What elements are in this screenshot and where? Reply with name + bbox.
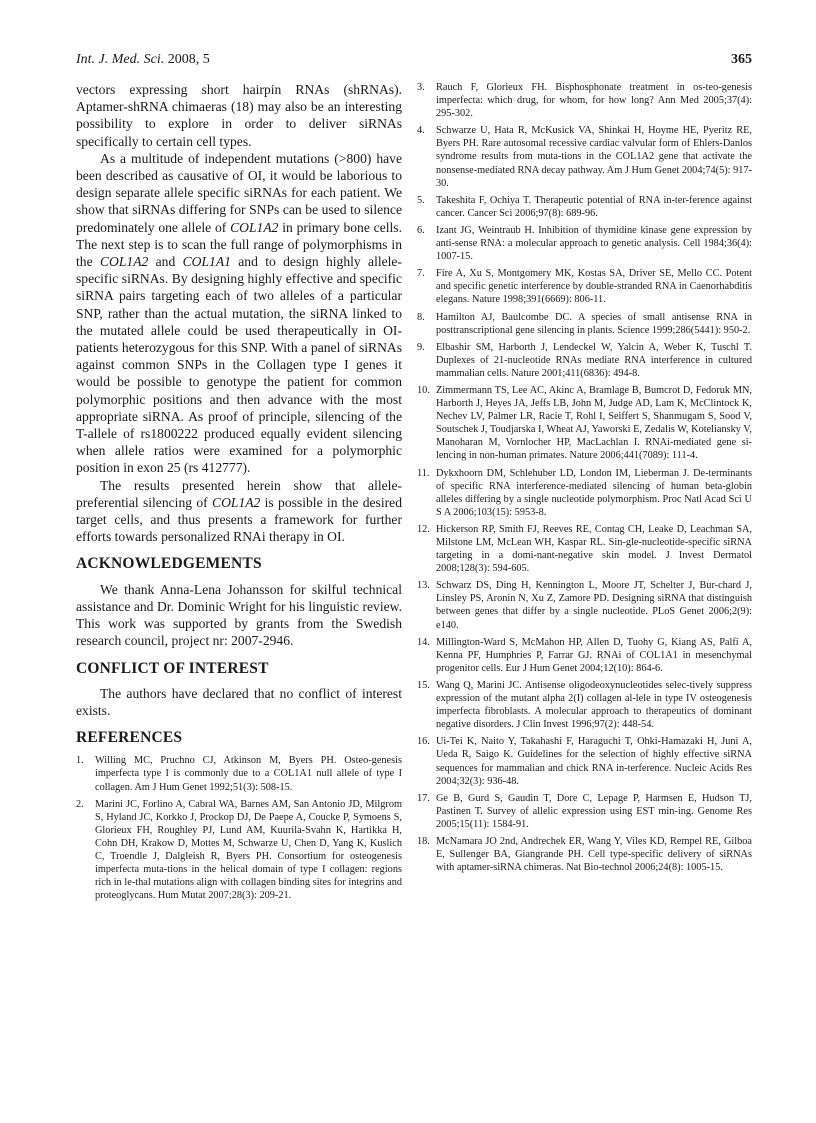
- reference-text: Schwarz DS, Ding H, Kennington L, Moore JT, Schelter J, Bur-chard J, Linsley PS, Aronin N, Xu Z, Zamore PD. Designing siRNA that distinguish between genes that differ by a single nucleotide. PLoS Genet 2006;2(9): e140.: [436, 580, 752, 631]
- right-column: [417, 81, 752, 878]
- text-run: As a multitude of independent mutations (>800) have been described as causative of OI, it would be laborious to design separate allele specific siRNAs for each patient. We show that siRNAs differing for SNPs can be used to silence predominately one allele of: [76, 150, 402, 235]
- reference-text: Hickerson RP, Smith FJ, Reeves RE, Contag CH, Leake D, Leachman SA, Milstone LM, McLean WH, Kaspar RL. Sin-gle-nucleotide-specific siRNA targeting in a domi-nant-negative skin model. J Invest Dermatol 2008;128(3): 594-605.: [436, 523, 752, 575]
- reference-item: [417, 341, 752, 380]
- reference-text: McNamara JO 2nd, Andrechek ER, Wang Y, Viles KD, Rempel RE, Gilboa E, Sullenger BA, Giangrande PH. Cell type-specific delivery of siRNAs with aptamer-siRNA chimeras. Nat Bio-technol 2006;24(8): 1005-15.: [436, 835, 752, 874]
- reference-number: 8.: [417, 311, 425, 323]
- reference-number: 2.: [76, 798, 84, 810]
- running-header: [76, 52, 752, 72]
- reference-number: 14.: [417, 636, 430, 648]
- reference-list-left: [76, 754, 402, 902]
- reference-text: Rauch F, Glorieux FH. Bisphosphonate treatment in os-teo-genesis imperfecta: which drug, for whom, for how long? Ann Med 2005;37(4): 295-302.: [436, 82, 752, 120]
- reference-number: 6.: [417, 224, 425, 236]
- reference-number: 16.: [417, 736, 430, 748]
- body-paragraph-3: [76, 477, 402, 546]
- gene-name: COL1A2: [230, 219, 279, 235]
- reference-number: 18.: [417, 835, 430, 847]
- acknowledgements-text: We thank Anna-Lena Johansson for skilful technical assistance and Dr. Dominic Wright for his linguistic review. This work was supported by grants from the Swedish research council, project nr: 2007-2946.: [76, 581, 402, 649]
- page-number: 365: [731, 52, 752, 67]
- reference-text: Dykxhoorn DM, Schlehuber LD, London IM, Lieberman J. De-terminants of specific RNA interference-mediated silencing of human beta-globin alleles differing by a single nucleotide polymorphism. Proc Natl Acad Sci U S A 2006;103(15): 5953-8.: [436, 467, 752, 518]
- reference-item: [76, 798, 402, 903]
- reference-number: 11.: [417, 467, 430, 479]
- reference-number: 13.: [417, 580, 430, 592]
- reference-item: [417, 835, 752, 874]
- text-run: The results presented herein show that allele-preferential silencing of: [76, 477, 402, 510]
- body-paragraph-2: [76, 150, 402, 477]
- reference-text: Takeshita F, Ochiya T. Therapeutic potential of RNA in-ter-ference against cancer. Cancer Sci 2006;97(8): 689-96.: [436, 194, 752, 219]
- reference-text: Zimmermann TS, Lee AC, Akinc A, Bramlage B, Bumcrot D, Fedoruk MN, Harborth J, Heyes JA, Jeffs LB, John M, Judge AD, Lam K, McClintock K, Nechev LV, Palmer LR, Racie T, Rohl I, Seiffert S, Shanmugam S, Sood V, Soutschek J, Toudjarska I, Wheat AJ, Yaworski E, Zedalis W, Koteliansky V, Manoharan M, Vornlocher HP, MacLachlan I. RNAi-mediated gene si-lencing in non-human primates. Nature 2006;441(7089): 111-4.: [436, 384, 752, 462]
- reference-item: [417, 467, 752, 519]
- text-run: and: [148, 254, 183, 270]
- references-heading: REFERENCES: [76, 729, 183, 747]
- reference-item: [417, 636, 752, 675]
- journal-year-volume: 2008, 5: [164, 52, 210, 67]
- reference-item: [417, 384, 752, 463]
- reference-text: Izant JG, Weintraub H. Inhibition of thymidine kinase gene expression by anti-sense RNA: a molecular approach to genetic analysis. Cell 1984;36(4): 1007-15.: [436, 224, 752, 263]
- reference-item: [417, 267, 752, 306]
- reference-text: Wang Q, Marini JC. Antisense oligodeoxynucleotides selec-tively suppress expression of the mutant alpha 2(I) collagen al-lele in type IV osteogenesis imperfecta fibroblasts. A molecular approach to therapeutics of dominant negative disorders. J Clin Invest 1996;97(2): 448-54.: [436, 679, 752, 731]
- left-column: [76, 81, 402, 906]
- reference-item: [417, 579, 752, 631]
- reference-item: [417, 311, 752, 337]
- reference-text: Ui-Tei K, Naito Y, Takahashi F, Haraguchi T, Ohki-Hamazaki H, Juni A, Ueda R, Saigo K. Guidelines for the selection of highly effective siRNA sequences for mammalian and chick RNA in-terference. Nucleic Acids Res 2004;32(3): 936-48.: [436, 736, 752, 787]
- text-run: and to design highly allele-specific siRNAs. By designing highly effective and specific siRNA pairs targeting each of two alleles of a particular SNP, rather than the actual mutation, the siRNA linked to the mutated allele could be used therapeutically in OI-patients heterozygous for this SNP. With a panel of siRNAs against common SNPs in the Collagen type I genes it would be possible to genotype the patient for common polymorphic positions and then advance with the most appropriate siRNA. As proof of principle, silencing of the T-allele of rs1800222 produced equally evident silencing when allele ratios were examined for a polymorphic position in exon 25 (rs 412777).: [76, 254, 402, 476]
- reference-text: Ge B, Gurd S, Gaudin T, Dore C, Lepage P, Harmsen E, Hudson TJ, Pastinen T. Survey of allelic expression using EST min-ing. Genome Res 2005;15(11): 1584-91.: [436, 792, 752, 830]
- reference-number: 5.: [417, 194, 425, 206]
- reference-number: 17.: [417, 792, 430, 804]
- reference-number: 9.: [417, 341, 425, 353]
- reference-text: Willing MC, Pruchno CJ, Atkinson M, Byers PH. Osteo-genesis imperfecta type I is commonly due to a COL1A1 null allele of type I collagen. Am J Hum Genet 1992;51(3): 508-15.: [95, 755, 402, 793]
- text-run: in primary bone cells. The next step is to scan the full range of polymorphisms in the: [76, 219, 402, 270]
- journal-citation: [76, 52, 210, 68]
- reference-text: Millington-Ward S, McMahon HP, Allen D, Tuohy G, Kiang AS, Palfi A, Kenna PF, Humphries P, Farrar GJ. RNAi of COL1A1 in mesenchymal progenitor cells. Eur J Hum Genet 2004;12(10): 864-6.: [436, 636, 752, 674]
- reference-item: [417, 679, 752, 731]
- reference-item: [417, 81, 752, 120]
- reference-text: Elbashir SM, Harborth J, Lendeckel W, Yalcin A, Weber K, Tuschl T. Duplexes of 21-nucleotide RNAs mediate RNA interference in cultured mammalian cells. Nature 2001;411(6836): 494-8.: [436, 341, 752, 379]
- gene-name: COL1A2: [212, 494, 261, 510]
- acknowledgements-heading: ACKNOWLEDGEMENTS: [76, 555, 262, 573]
- reference-item: [417, 224, 752, 263]
- reference-item: [417, 194, 752, 220]
- reference-number: 12.: [417, 523, 430, 535]
- text-run: is possible in the desired target cells, and thus presents a framework for further efforts towards personalized RNAi therapy in OI.: [76, 494, 402, 545]
- reference-text: Marini JC, Forlino A, Cabral WA, Barnes AM, San Antonio JD, Milgrom S, Hyland JC, Korkko J, Prockop DJ, De Paepe A, Coucke P, Symoens S, Glorieux FH, Roughley PJ, Lund AM, Kuurila-Svahn K, Hartikka H, Cohn DH, Krakow D, Mottes M, Schwarze U, Chen D, Yang K, Kuslich C, Troendle J, Dalgleish R, Byers PH. Consortium for osteogenesis imperfecta muta-tions in the helical domain of type I collagen: regions rich in le-thal mutations align with collagen binding sites for integrins and proteoglycans. Hum Mutat 2007;28(3): 209-21.: [95, 798, 402, 902]
- reference-number: 7.: [417, 268, 425, 280]
- reference-number: 3.: [417, 82, 425, 93]
- reference-text: Hamilton AJ, Baulcombe DC. A species of small antisense RNA in posttranscriptional gene silencing in plants. Science 1999;286(5441): 950-2.: [436, 311, 752, 336]
- reference-item: [417, 124, 752, 189]
- reference-text: Schwarze U, Hata R, McKusick VA, Shinkai H, Hoyme HE, Pyeritz RE, Byers PH. Rare autosomal recessive cardiac valvular form of Ehlers-Danlos syndrome results from muta-tions in the COL1A2 gene that activate the nonsense-mediated RNA decay pathway. Am J Hum Genet 2004;74(5): 917-30.: [436, 125, 752, 189]
- reference-number: 1.: [76, 755, 84, 767]
- reference-text: Fire A, Xu S, Montgomery MK, Kostas SA, Driver SE, Mello CC. Potent and specific genetic interference by double-stranded RNA in Caenorhabditis elegans. Nature 1998;391(6669): 806-11.: [436, 268, 752, 306]
- reference-number: 10.: [417, 384, 430, 396]
- gene-name: COL1A2: [99, 254, 149, 270]
- gene-name: COL1A1: [182, 254, 231, 270]
- conflict-heading: CONFLICT OF INTEREST: [76, 659, 269, 677]
- reference-item: [417, 735, 752, 787]
- reference-number: 4.: [417, 125, 425, 137]
- reference-item: [417, 523, 752, 575]
- body-paragraph-1: vectors expressing short hairpin RNAs (shRNAs). Aptamer-shRNA chimaeras (18) may also be an interesting possibility to explore in order to deliver siRNAs specifically to certain cell types.: [76, 82, 402, 149]
- reference-item: [76, 754, 402, 793]
- journal-name: Int. J. Med. Sci.: [76, 52, 165, 67]
- reference-number: 15.: [417, 679, 430, 691]
- reference-item: [417, 792, 752, 831]
- conflict-text: The authors have declared that no conflict of interest exists.: [76, 685, 402, 718]
